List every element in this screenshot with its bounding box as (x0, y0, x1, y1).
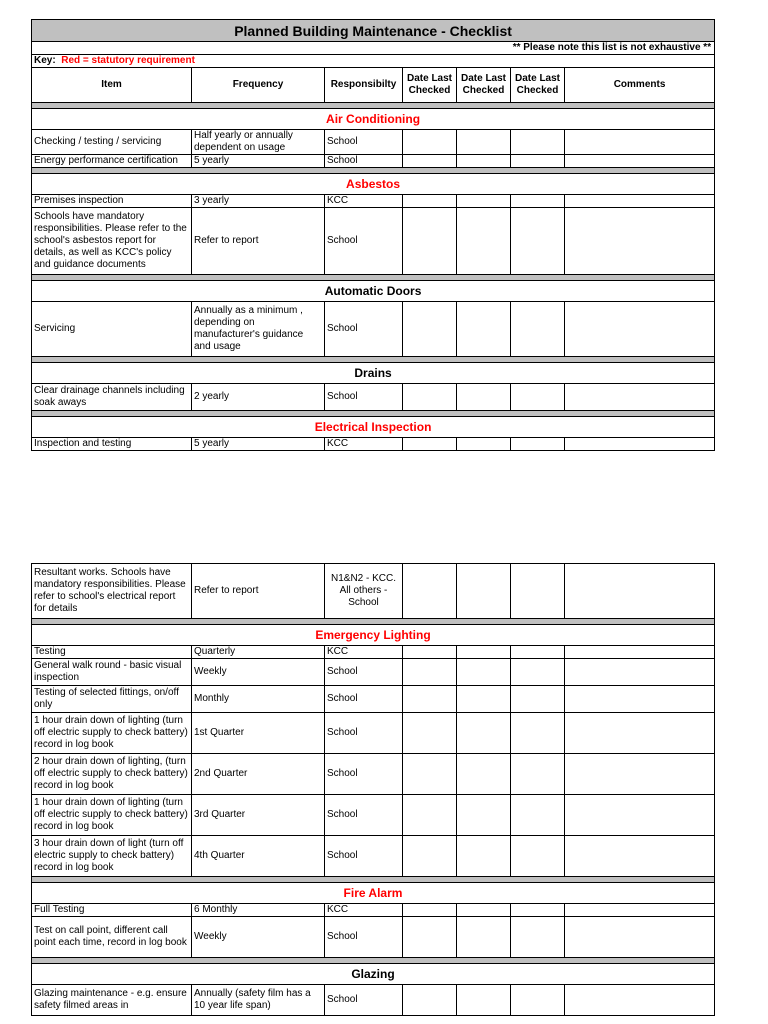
item-cell: Servicing (32, 302, 192, 357)
frequency-cell: Half yearly or annually dependent on usage (192, 130, 325, 155)
item-cell: Testing (32, 646, 192, 659)
item-cell: Full Testing (32, 904, 192, 917)
frequency-cell: 3rd Quarter (192, 795, 325, 836)
responsibility-cell: School (325, 659, 403, 686)
date-cell[interactable] (511, 754, 565, 795)
comments-cell[interactable] (565, 795, 715, 836)
comments-cell[interactable] (565, 195, 715, 208)
section-heading-row (32, 281, 715, 302)
item-cell: Clear drainage channels including soak aways (32, 384, 192, 411)
comments-cell[interactable] (565, 646, 715, 659)
frequency-cell: Annually as a minimum , depending on manufacturer's guidance and usage (192, 302, 325, 357)
date-cell[interactable] (403, 130, 457, 155)
item-cell: General walk round - basic visual inspection (32, 659, 192, 686)
frequency-cell: 3 yearly (192, 195, 325, 208)
frequency-cell: 6 Monthly (192, 904, 325, 917)
date-cell[interactable] (403, 985, 457, 1016)
section-heading: Emergency Lighting (32, 625, 715, 646)
frequency-cell: 1st Quarter (192, 713, 325, 754)
date-cell[interactable] (511, 302, 565, 357)
frequency-cell: 5 yearly (192, 155, 325, 168)
frequency-cell: Annually (safety film has a 10 year life span) (192, 985, 325, 1016)
responsibility-cell: School (325, 384, 403, 411)
comments-cell[interactable] (565, 713, 715, 754)
section-heading: Asbestos (32, 174, 715, 195)
section-heading-row (32, 109, 715, 130)
table-row (32, 686, 715, 713)
table-row (32, 564, 715, 619)
date-cell[interactable] (511, 438, 565, 451)
date-cell[interactable] (511, 713, 565, 754)
date-cell[interactable] (511, 564, 565, 619)
date-cell[interactable] (457, 659, 511, 686)
table-row (32, 754, 715, 795)
section-heading: Drains (32, 363, 715, 384)
comments-cell[interactable] (565, 438, 715, 451)
table-row (32, 438, 715, 451)
section-heading-row (32, 625, 715, 646)
header-date-1: Date Last Checked (403, 68, 457, 103)
comments-cell[interactable] (565, 155, 715, 168)
section-heading-row (32, 363, 715, 384)
date-cell[interactable] (403, 564, 457, 619)
date-cell[interactable] (403, 713, 457, 754)
date-cell[interactable] (457, 836, 511, 877)
date-cell[interactable] (457, 195, 511, 208)
date-cell[interactable] (403, 754, 457, 795)
date-cell[interactable] (457, 438, 511, 451)
date-cell[interactable] (403, 646, 457, 659)
table-row (32, 985, 715, 1016)
frequency-cell: Monthly (192, 686, 325, 713)
section-heading: Automatic Doors (32, 281, 715, 302)
section-heading: Electrical Inspection (32, 417, 715, 438)
table-row (32, 384, 715, 411)
checklist-table-2 (31, 563, 715, 1016)
responsibility-cell: School (325, 130, 403, 155)
section-heading-row (32, 174, 715, 195)
table-row (32, 836, 715, 877)
frequency-cell: Weekly (192, 917, 325, 958)
date-cell[interactable] (457, 302, 511, 357)
date-cell[interactable] (511, 686, 565, 713)
frequency-cell: Refer to report (192, 564, 325, 619)
frequency-cell: 2 yearly (192, 384, 325, 411)
responsibility-cell: School (325, 985, 403, 1016)
header-item: Item (32, 68, 192, 103)
responsibility-cell: KCC (325, 646, 403, 659)
column-header-row (32, 68, 715, 103)
comments-cell[interactable] (565, 659, 715, 686)
table-row (32, 646, 715, 659)
responsibility-cell: School (325, 686, 403, 713)
checklist-page-1 (31, 19, 714, 451)
responsibility-cell: School (325, 754, 403, 795)
item-cell: Energy performance certification (32, 155, 192, 168)
table-row (32, 208, 715, 275)
date-cell[interactable] (511, 985, 565, 1016)
date-cell[interactable] (403, 208, 457, 275)
header-date-2: Date Last Checked (457, 68, 511, 103)
date-cell[interactable] (457, 754, 511, 795)
date-cell[interactable] (511, 646, 565, 659)
table-row (32, 302, 715, 357)
table-row (32, 904, 715, 917)
date-cell[interactable] (403, 904, 457, 917)
item-cell: Test on call point, different call point each time, record in log book (32, 917, 192, 958)
date-cell[interactable] (457, 384, 511, 411)
responsibility-cell: N1&N2 - KCC. All others - School (325, 564, 403, 619)
item-cell: 2 hour drain down of lighting, (turn off electric supply to check battery) record in log book (32, 754, 192, 795)
date-cell[interactable] (457, 917, 511, 958)
date-cell[interactable] (403, 438, 457, 451)
date-cell[interactable] (511, 836, 565, 877)
comments-cell[interactable] (565, 754, 715, 795)
date-cell[interactable] (403, 155, 457, 168)
date-cell[interactable] (511, 130, 565, 155)
header-comments: Comments (565, 68, 715, 103)
date-cell[interactable] (457, 713, 511, 754)
date-cell[interactable] (457, 155, 511, 168)
date-cell[interactable] (511, 659, 565, 686)
date-cell[interactable] (403, 686, 457, 713)
frequency-cell: 5 yearly (192, 438, 325, 451)
section-heading-row (32, 883, 715, 904)
disclaimer-note: ** Please note this list is not exhaustive ** (32, 42, 715, 55)
key-label: Key: (34, 55, 56, 66)
table-row (32, 155, 715, 168)
item-cell: Premises inspection (32, 195, 192, 208)
responsibility-cell: KCC (325, 438, 403, 451)
date-cell[interactable] (511, 155, 565, 168)
date-cell[interactable] (457, 646, 511, 659)
comments-cell[interactable] (565, 686, 715, 713)
item-cell: 1 hour drain down of lighting (turn off electric supply to check battery) record in log book (32, 713, 192, 754)
table-row (32, 195, 715, 208)
date-cell[interactable] (403, 917, 457, 958)
date-cell[interactable] (511, 208, 565, 275)
responsibility-cell: School (325, 208, 403, 275)
frequency-cell: Weekly (192, 659, 325, 686)
responsibility-cell: KCC (325, 195, 403, 208)
table-row (32, 713, 715, 754)
header-date-3: Date Last Checked (511, 68, 565, 103)
date-cell[interactable] (457, 686, 511, 713)
item-cell: Inspection and testing (32, 438, 192, 451)
section-heading: Fire Alarm (32, 883, 715, 904)
comments-cell[interactable] (565, 130, 715, 155)
comments-cell[interactable] (565, 302, 715, 357)
section-heading: Air Conditioning (32, 109, 715, 130)
responsibility-cell: KCC (325, 904, 403, 917)
table-row (32, 659, 715, 686)
key-text: Red = statutory requirement (61, 55, 195, 66)
responsibility-cell: School (325, 917, 403, 958)
frequency-cell: 2nd Quarter (192, 754, 325, 795)
comments-cell[interactable] (565, 917, 715, 958)
header-frequency: Frequency (192, 68, 325, 103)
comments-cell[interactable] (565, 564, 715, 619)
table-row (32, 795, 715, 836)
date-cell[interactable] (511, 904, 565, 917)
comments-cell[interactable] (565, 985, 715, 1016)
section-heading-row (32, 417, 715, 438)
frequency-cell: 4th Quarter (192, 836, 325, 877)
item-cell: Checking / testing / servicing (32, 130, 192, 155)
responsibility-cell: School (325, 713, 403, 754)
date-cell[interactable] (457, 985, 511, 1016)
comments-cell[interactable] (565, 384, 715, 411)
item-cell: Testing of selected fittings, on/off only (32, 686, 192, 713)
comments-cell[interactable] (565, 836, 715, 877)
comments-cell[interactable] (565, 904, 715, 917)
comments-cell[interactable] (565, 208, 715, 275)
date-cell[interactable] (403, 795, 457, 836)
date-cell[interactable] (457, 130, 511, 155)
responsibility-cell: School (325, 836, 403, 877)
section-heading-row (32, 964, 715, 985)
page-title: Planned Building Maintenance - Checklist (32, 20, 715, 42)
item-cell: Schools have mandatory responsibilities. Please refer to the school's asbestos report for details, as well as KCC's policy and guidance documents (32, 208, 192, 275)
date-cell[interactable] (457, 795, 511, 836)
responsibility-cell: School (325, 302, 403, 357)
date-cell[interactable] (511, 917, 565, 958)
date-cell[interactable] (403, 302, 457, 357)
date-cell[interactable] (403, 384, 457, 411)
date-cell[interactable] (511, 384, 565, 411)
item-cell: 3 hour drain down of light (turn off electric supply to check battery) record in log book (32, 836, 192, 877)
table-row (32, 917, 715, 958)
date-cell[interactable] (511, 195, 565, 208)
header-responsibility: Responsibilty (325, 68, 403, 103)
table-row (32, 130, 715, 155)
key-legend (32, 55, 715, 68)
date-cell[interactable] (403, 659, 457, 686)
responsibility-cell: School (325, 155, 403, 168)
checklist-table-1 (31, 19, 715, 451)
item-cell: 1 hour drain down of lighting (turn off electric supply to check battery) record in log book (32, 795, 192, 836)
item-cell: Glazing maintenance - e.g. ensure safety filmed areas in (32, 985, 192, 1016)
date-cell[interactable] (403, 836, 457, 877)
frequency-cell: Refer to report (192, 208, 325, 275)
item-cell: Resultant works. Schools have mandatory responsibilities. Please refer to school's electrical report for details (32, 564, 192, 619)
date-cell[interactable] (457, 208, 511, 275)
frequency-cell: Quarterly (192, 646, 325, 659)
date-cell[interactable] (457, 564, 511, 619)
date-cell[interactable] (511, 795, 565, 836)
date-cell[interactable] (457, 904, 511, 917)
responsibility-cell: School (325, 795, 403, 836)
section-heading: Glazing (32, 964, 715, 985)
checklist-page-2 (31, 563, 714, 1016)
date-cell[interactable] (403, 195, 457, 208)
